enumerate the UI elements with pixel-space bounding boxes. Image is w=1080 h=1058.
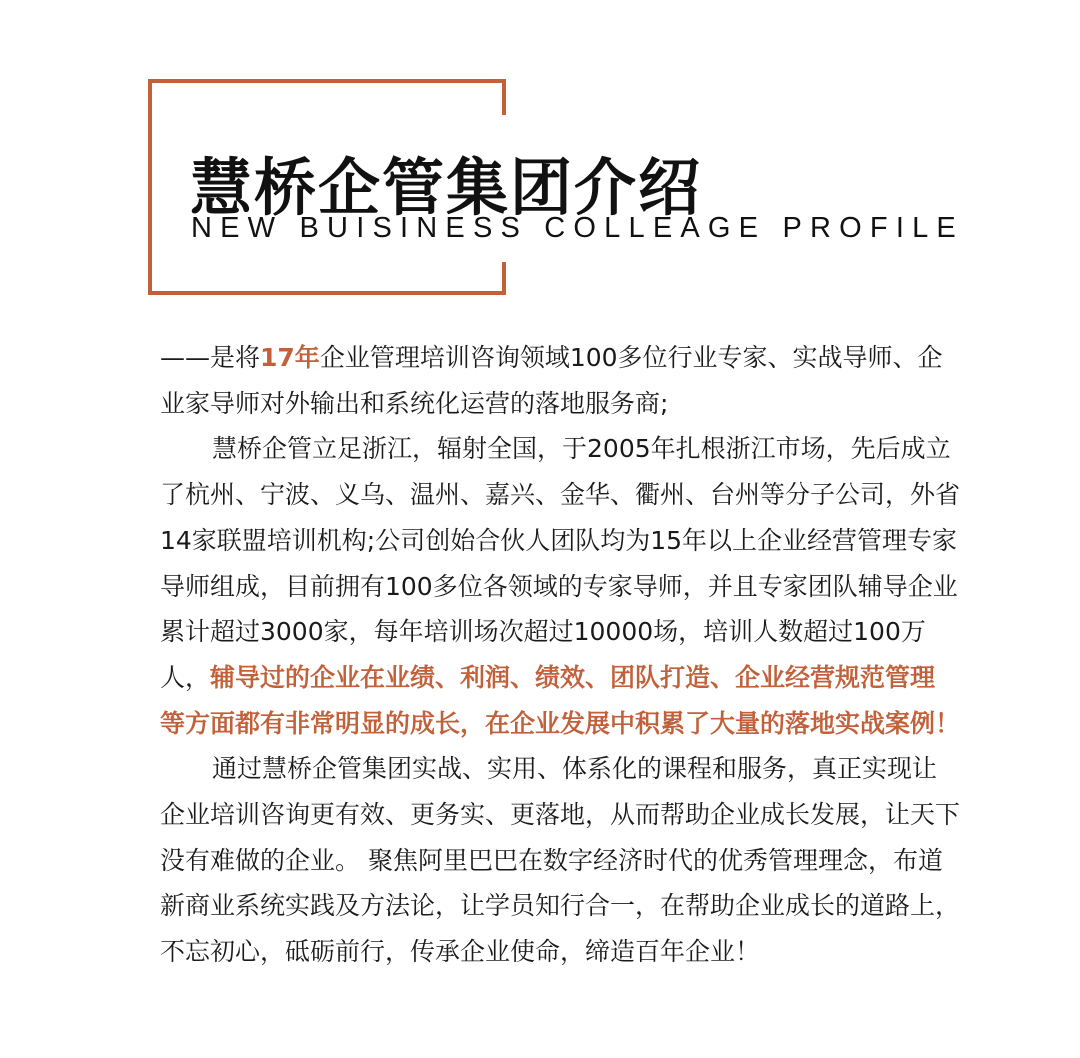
years-highlight: 17年 xyxy=(260,343,320,372)
intro-lead: ——是将 xyxy=(160,343,261,372)
profile-body xyxy=(160,335,960,975)
paragraph-history xyxy=(160,426,960,746)
page-subtitle: NEW BUISINESS COLLEAGE PROFILE xyxy=(191,212,964,244)
paragraph-mission xyxy=(160,746,960,975)
history-text: 慧桥企管立足浙江，辐射全国，于2005年扎根浙江市场，先后成立了杭州、宁波、义乌、温州、嘉兴、金华、衢州、台州等分子公司，外省14家联盟培训机构;公司创始合伙人团队均为15年以上企业经营管理专家导师组成，目前拥有100多位各领域的专家导师，并且专家团队辅导企业累计超过3000家，每年培训场次超过10000场，培训人数超过100万人， xyxy=(160,434,961,692)
intro-rest: 企业管理培训咨询领域100多位行业专家、实战导师、企业家导师对外输出和系统化运营的落地服务商; xyxy=(160,343,943,418)
mission-text: 通过慧桥企管集团实战、实用、体系化的课程和服务，真正实现让企业培训咨询更有效、更务实、更落地，从而帮助企业成长发展，让天下没有难做的企业。 聚焦阿里巴巴在数字经济时代的优秀管理理念，布道新商业系统实践及方法论，让学员知行合一，在帮助企业成长的道路上，不忘初心，砥砺前行，传承企业使命，缔造百年企业！ xyxy=(160,754,961,967)
achievement-highlight: 辅导过的企业在业绩、利润、绩效、团队打造、企业经营规范管理等方面都有非常明显的成长，在企业发展中积累了大量的落地实战案例！ xyxy=(160,662,961,738)
page-title: 慧桥企管集团介绍 xyxy=(190,151,703,224)
paragraph-intro xyxy=(160,335,960,426)
